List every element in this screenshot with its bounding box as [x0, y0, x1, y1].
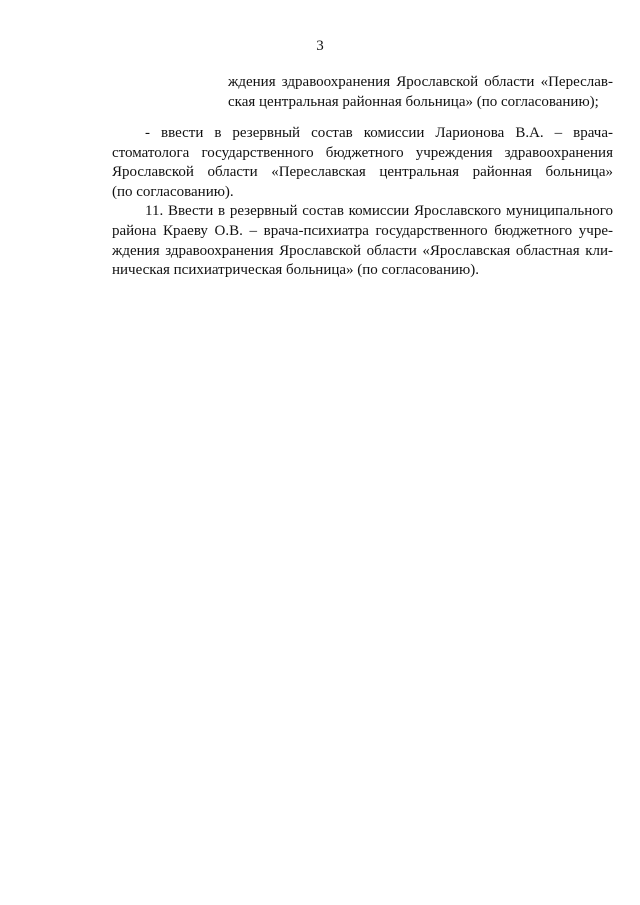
page-number: 3 — [316, 38, 324, 54]
body-text — [112, 124, 613, 281]
paragraph-reserve — [112, 124, 613, 202]
text-line: района Краеву О.В. – врача-психиатра государственного бюджетного учре- — [112, 222, 613, 239]
text-line: 11. Ввести в резервный состав комиссии Ярославского муниципального — [145, 203, 613, 220]
text-line: стоматолога государственного бюджетного учреждения здравоохранения — [112, 144, 613, 161]
text-line: (по согласованию). — [112, 183, 234, 200]
continuation-text — [228, 72, 613, 112]
text-line: ническая психиатрическая больница» (по согласованию). — [112, 262, 479, 279]
paragraph-11 — [112, 202, 613, 280]
text-line: - ввести в резервный состав комиссии Ларионова В.А. – врача- — [145, 125, 613, 141]
text-line: ждения здравоохранения Ярославской области «Ярославская областная кли- — [112, 242, 613, 259]
text-line: ская центральная районная больница» (по согласованию); — [228, 94, 599, 110]
text-line: ждения здравоохранения Ярославской области «Переслав- — [228, 74, 613, 90]
text-line: Ярославской области «Переславская центральная районная больница» — [112, 164, 613, 181]
